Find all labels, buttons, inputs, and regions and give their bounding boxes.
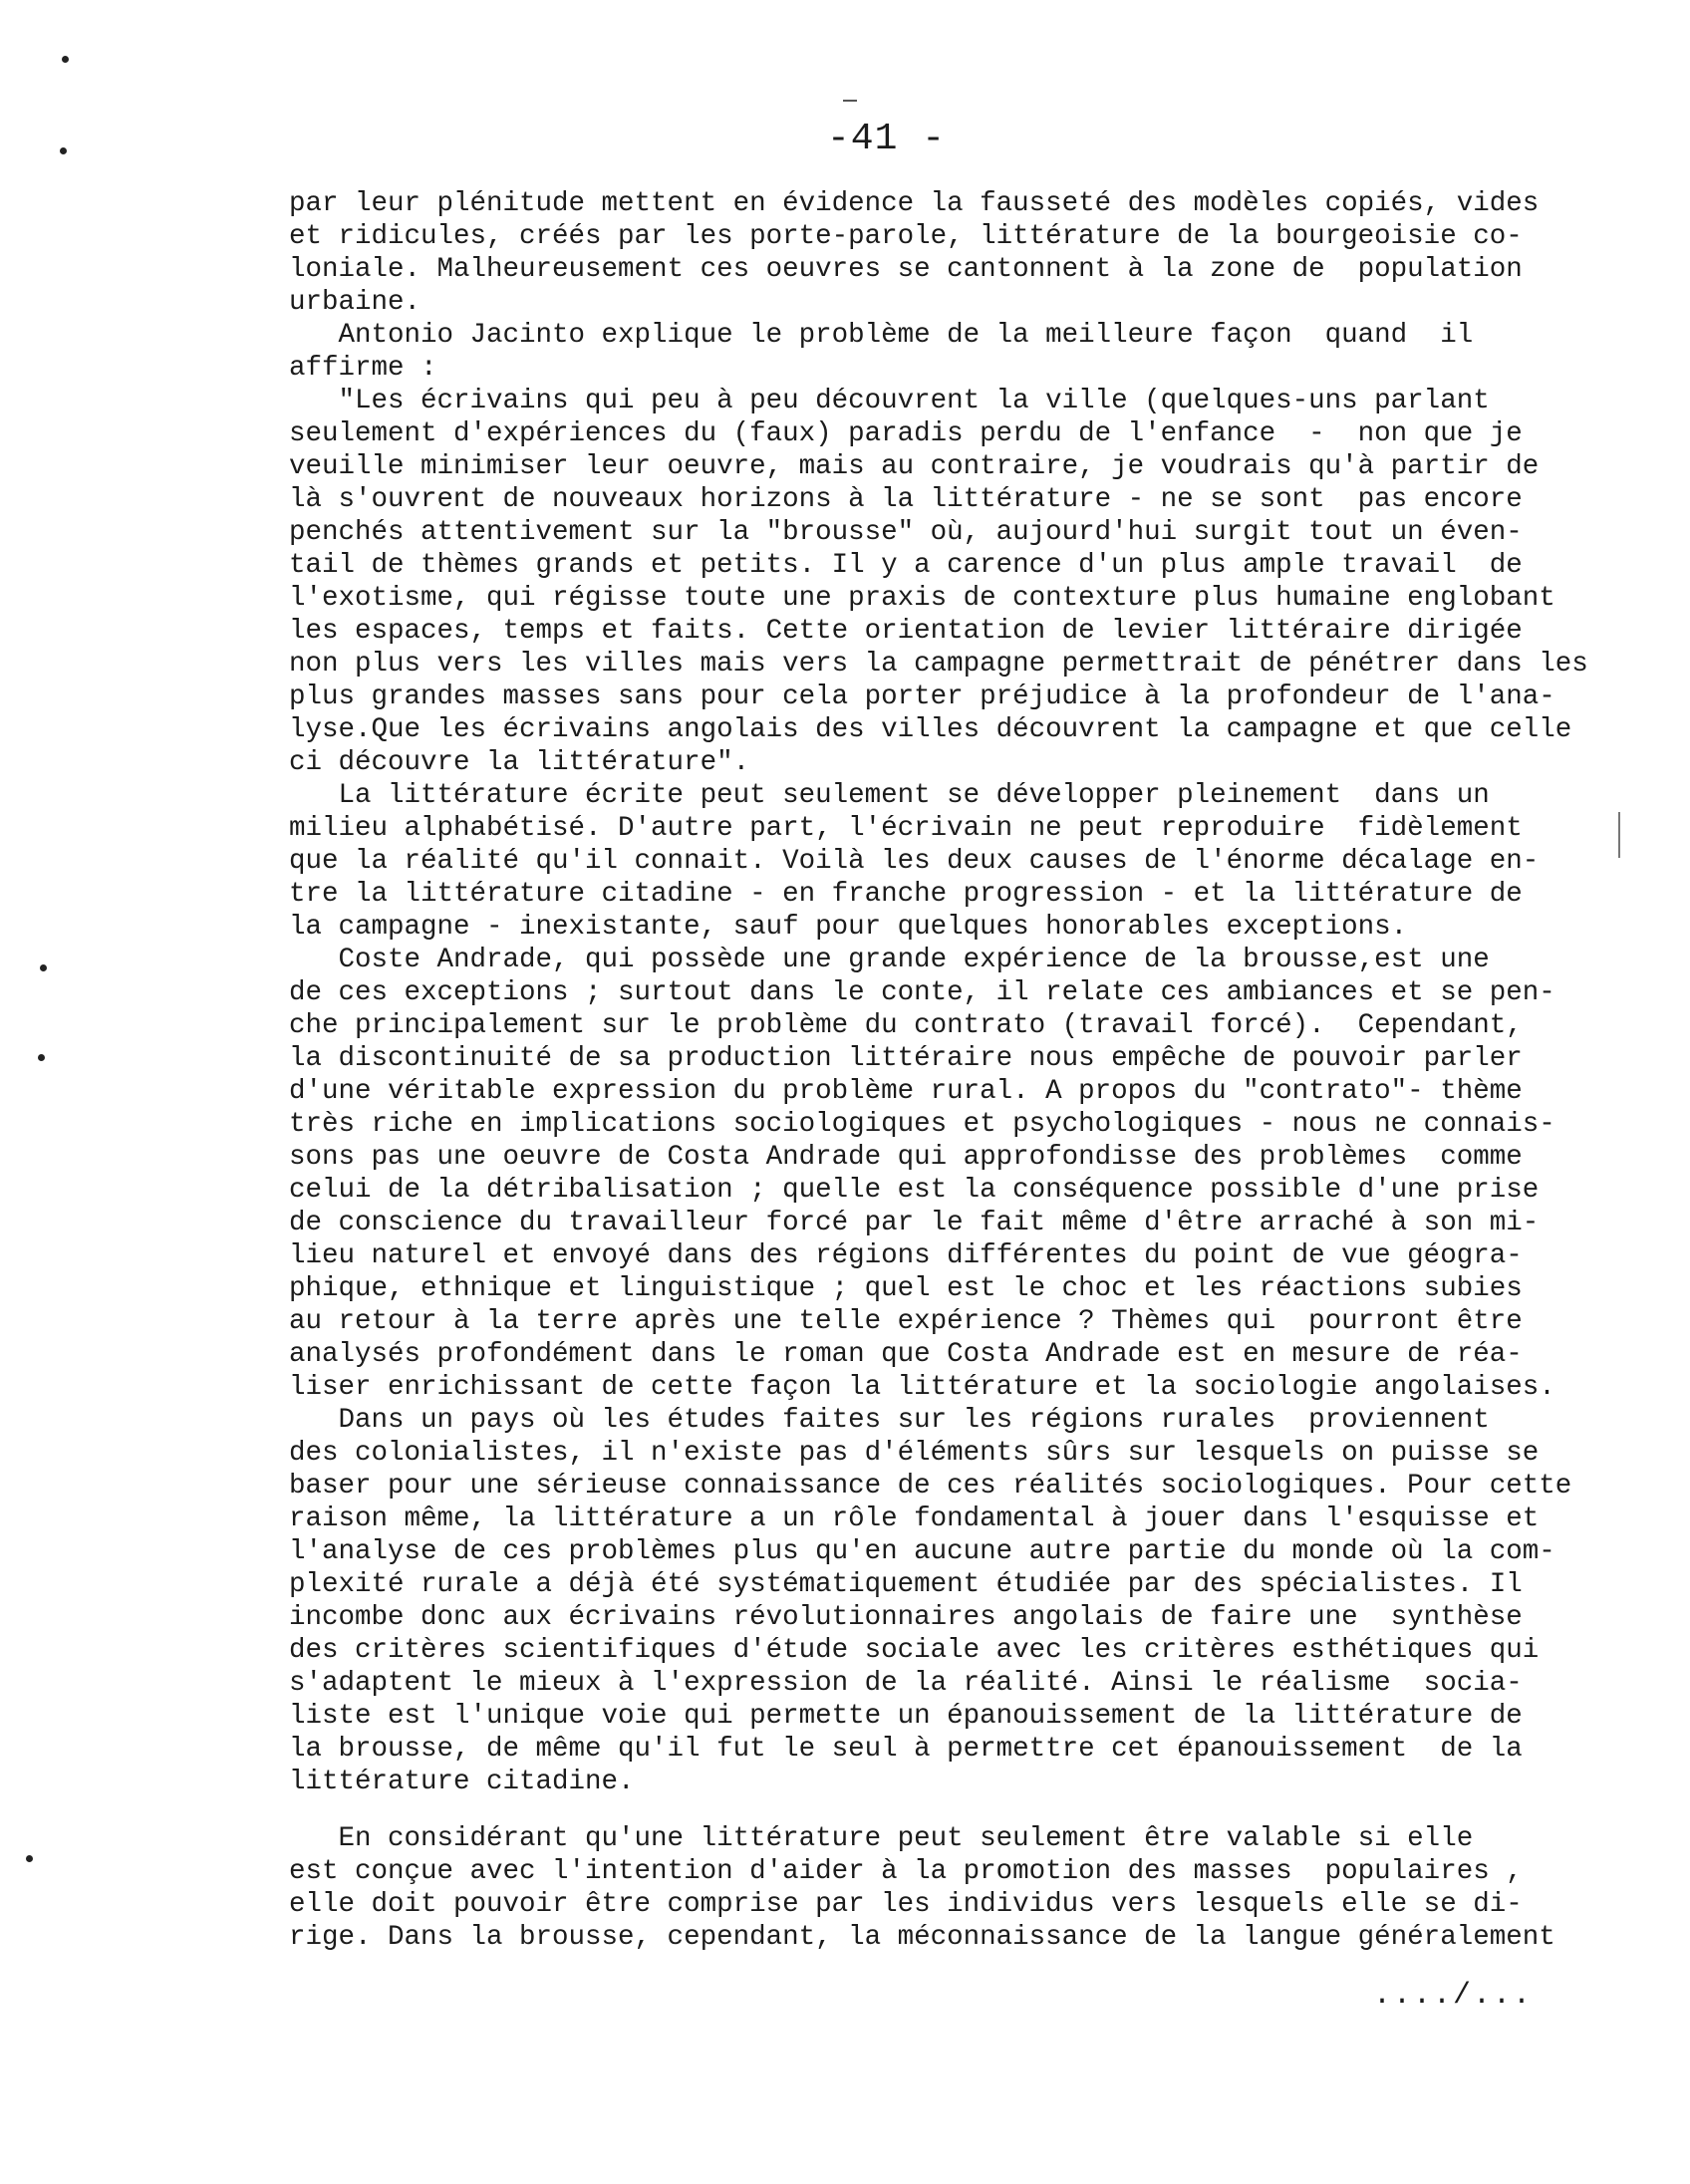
text-line: tre la littérature citadine - en franche progression - et la littérature de bbox=[289, 879, 1523, 910]
text-line: très riche en implications sociologiques et psychologiques - nous ne connais- bbox=[289, 1109, 1555, 1140]
text-line: La littérature écrite peut seulement se développer pleinement dans un bbox=[289, 780, 1490, 811]
text-line: au retour à la terre après une telle expérience ? Thèmes qui pourront être bbox=[289, 1306, 1523, 1337]
text-line bbox=[289, 1798, 1545, 1822]
text-line: En considérant qu'une littérature peut seulement être valable si elle bbox=[289, 1823, 1474, 1854]
text-line: Dans un pays où les études faites sur les régions rurales proviennent bbox=[289, 1405, 1490, 1436]
text-line: sons pas une oeuvre de Costa Andrade qui approfondisse des problèmes comme bbox=[289, 1142, 1523, 1173]
text-line: veuille minimiser leur oeuvre, mais au contraire, je voudrais qu'à partir de bbox=[289, 451, 1540, 482]
text-line: penchés attentivement sur la "brousse" où, aujourd'hui surgit tout un éven- bbox=[289, 517, 1523, 548]
text-line: lyse.Que les écrivains angolais des villes découvrent la campagne et que celle bbox=[289, 714, 1572, 745]
margin-dot bbox=[40, 964, 47, 971]
text-line: "Les écrivains qui peu à peu découvrent la ville (quelques-uns parlant bbox=[289, 386, 1490, 416]
margin-mark bbox=[1618, 812, 1620, 858]
margin-dot bbox=[60, 147, 67, 154]
text-line: urbaine. bbox=[289, 287, 422, 318]
text-line: la campagne - inexistante, sauf pour quelques honorables exceptions. bbox=[289, 912, 1408, 943]
continuation-mark: ..../... bbox=[1373, 1979, 1534, 2013]
text-line: analysés profondément dans le roman que Costa Andrade est en mesure de réa- bbox=[289, 1339, 1523, 1370]
text-line: liser enrichissant de cette façon la littérature et la sociologie angolaises. bbox=[289, 1372, 1555, 1403]
text-line: baser pour une sérieuse connaissance de ces réalités sociologiques. Pour cette bbox=[289, 1471, 1572, 1502]
text-line: plexité rurale a déjà été systématiquement étudiée par des spécialistes. Il bbox=[289, 1569, 1523, 1600]
text-line: que la réalité qu'il connait. Voilà les deux causes de l'énorme décalage en- bbox=[289, 846, 1540, 877]
text-line: rige. Dans la brousse, cependant, la méconnaissance de la langue généralement bbox=[289, 1922, 1555, 1953]
text-line: ci découvre la littérature". bbox=[289, 747, 750, 778]
text-line: les espaces, temps et faits. Cette orientation de levier littéraire dirigée bbox=[289, 616, 1523, 647]
text-line: raison même, la littérature a un rôle fondamental à jouer dans l'esquisse et bbox=[289, 1503, 1540, 1534]
margin-dot bbox=[62, 56, 69, 63]
text-line: est conçue avec l'intention d'aider à la promotion des masses populaires , bbox=[289, 1856, 1523, 1887]
text-line: des critères scientifiques d'étude sociale avec les critères esthétiques qui bbox=[289, 1635, 1540, 1666]
text-line: par leur plénitude mettent en évidence la fausseté des modèles copiés, vides bbox=[289, 188, 1540, 219]
text-line: et ridicules, créés par les porte-parole, littérature de la bourgeoisie co- bbox=[289, 221, 1523, 252]
text-line: Antonio Jacinto explique le problème de la meilleure façon quand il bbox=[289, 320, 1474, 351]
text-line: s'adaptent le mieux à l'expression de la réalité. Ainsi le réalisme socia- bbox=[289, 1668, 1523, 1699]
text-line: de ces exceptions ; surtout dans le conte, il relate ces ambiances et se pen- bbox=[289, 977, 1555, 1008]
text-line: lieu naturel et envoyé dans des régions différentes du point de vue géogra- bbox=[289, 1240, 1523, 1271]
text-line: plus grandes masses sans pour cela porter préjudice à la profondeur de l'ana- bbox=[289, 682, 1555, 712]
text-line: affirme : bbox=[289, 353, 437, 384]
top-mark bbox=[843, 100, 857, 102]
text-line: la discontinuité de sa production littéraire nous empêche de pouvoir parler bbox=[289, 1043, 1523, 1074]
text-line: seulement d'expériences du (faux) paradis perdu de l'enfance - non que je bbox=[289, 418, 1523, 449]
text-line: l'analyse de ces problèmes plus qu'en aucune autre partie du monde où la com- bbox=[289, 1536, 1555, 1567]
text-line: l'exotisme, qui régisse toute une praxis de contexture plus humaine englobant bbox=[289, 583, 1555, 614]
text-line: loniale. Malheureusement ces oeuvres se cantonnent à la zone de population bbox=[289, 254, 1523, 285]
margin-dot bbox=[38, 1054, 45, 1061]
text-line: de conscience du travailleur forcé par le fait même d'être arraché à son mi- bbox=[289, 1208, 1540, 1238]
text-line: là s'ouvrent de nouveaux horizons à la littérature - ne se sont pas encore bbox=[289, 484, 1523, 515]
margin-dot bbox=[26, 1855, 33, 1862]
text-line: phique, ethnique et linguistique ; quel est le choc et les réactions subies bbox=[289, 1273, 1523, 1304]
text-line: littérature citadine. bbox=[289, 1767, 635, 1797]
text-line: Coste Andrade, qui possède une grande expérience de la brousse,est une bbox=[289, 945, 1490, 975]
body-text bbox=[289, 187, 1588, 1954]
text-line: che principalement sur le problème du contrato (travail forcé). Cependant, bbox=[289, 1010, 1523, 1041]
text-line: incombe donc aux écrivains révolutionnaires angolais de faire une synthèse bbox=[289, 1602, 1523, 1633]
text-line: d'une véritable expression du problème rural. A propos du "contrato"- thème bbox=[289, 1076, 1523, 1107]
page-number: -41 - bbox=[827, 118, 947, 160]
text-line: des colonialistes, il n'existe pas d'éléments sûrs sur lesquels on puisse se bbox=[289, 1438, 1540, 1469]
text-line: liste est l'unique voie qui permette un épanouissement de la littérature de bbox=[289, 1701, 1523, 1732]
text-line: tail de thèmes grands et petits. Il y a carence d'un plus ample travail de bbox=[289, 550, 1523, 581]
text-line: milieu alphabétisé. D'autre part, l'écrivain ne peut reproduire fidèlement bbox=[289, 813, 1523, 844]
text-line: la brousse, de même qu'il fut le seul à permettre cet épanouissement de la bbox=[289, 1734, 1523, 1765]
text-line: celui de la détribalisation ; quelle est la conséquence possible d'une prise bbox=[289, 1175, 1540, 1206]
text-line: elle doit pouvoir être comprise par les individus vers lesquels elle se di- bbox=[289, 1889, 1523, 1920]
text-line: non plus vers les villes mais vers la campagne permettrait de pénétrer dans les bbox=[289, 649, 1588, 680]
